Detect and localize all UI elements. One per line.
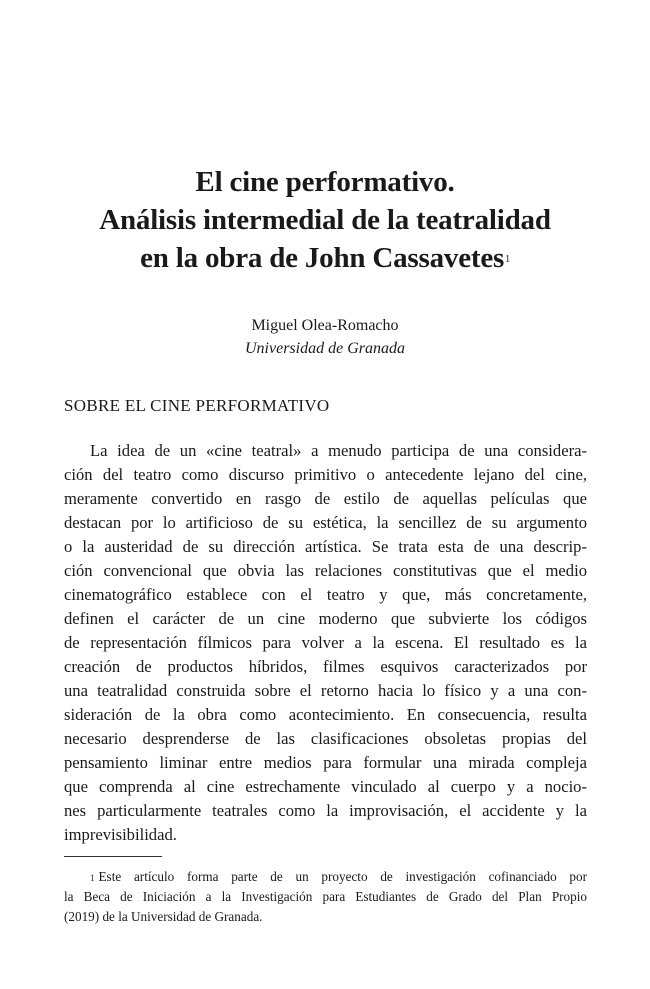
title-footnote-marker[interactable]: 1 [505,254,510,265]
footnote-line: la Beca de Iniciación a la Investigación para Estudiantes de Grado del Plan Propio [64,889,587,904]
body-line: creación de productos híbridos, filmes esquivos caracterizados por [64,657,587,676]
author-block [0,314,650,360]
body-line: imprevisibilidad. [64,825,177,844]
body-line: que comprenda al cine estrechamente vinculado al cuerpo y a nocio- [64,777,587,796]
title-line-3 [0,239,650,277]
body-line: una teatralidad construida sobre el retorno hacia lo físico y a una con- [64,681,587,700]
body-line: cinematográfico establece con el teatro y que, más concretamente, [64,585,587,604]
body-line: ción del teatro como discurso primitivo o antecedente lejano del cine, [64,465,587,484]
body-line: destacan por lo artificioso de su estética, la sencillez de su argumento [64,513,587,532]
body-paragraph [64,439,587,847]
body-line: o la austeridad de su dirección artística. Se trata esta de una descrip- [64,537,587,556]
footnote-marker: 1 [90,873,95,883]
body-line: necesario desprenderse de las clasificaciones obsoletas propias del [64,729,587,748]
body-line: de representación fílmicos para volver a la escena. El resultado es la [64,633,587,652]
article-title [0,163,650,277]
footnote-line: (2019) de la Universidad de Granada. [64,909,263,924]
body-line: sideración de la obra como acontecimiento. En consecuencia, resulta [64,705,587,724]
body-line: pensamiento liminar entre medios para formular una mirada compleja [64,753,587,772]
body-line: nes particularmente teatrales como la improvisación, el accidente y la [64,801,587,820]
body-line: ción convencional que obvia las relaciones constitutivas que el medio [64,561,587,580]
body-line: meramente convertido en rasgo de estilo de aquellas películas que [64,489,587,508]
title-line-1: El cine performativo. [195,166,455,198]
footnote [64,867,587,927]
section-heading: SOBRE EL CINE PERFORMATIVO [64,396,330,415]
footnote-line [64,867,587,887]
footnote-divider [64,856,162,857]
body-line: La idea de un «cine teatral» a menudo participa de una considera- [90,441,587,460]
author-affiliation: Universidad de Granada [245,340,405,357]
title-line-2: Análisis intermedial de la teatralidad [99,204,551,236]
footnote-line-1-text: Este artículo forma parte de un proyecto de investigación cofinanciado por [98,869,587,884]
author-name: Miguel Olea-Romacho [251,317,399,334]
body-line: definen el carácter de un cine moderno que subvierte los códigos [64,609,587,628]
title-line-3-text: en la obra de John Cassavetes [140,242,505,274]
